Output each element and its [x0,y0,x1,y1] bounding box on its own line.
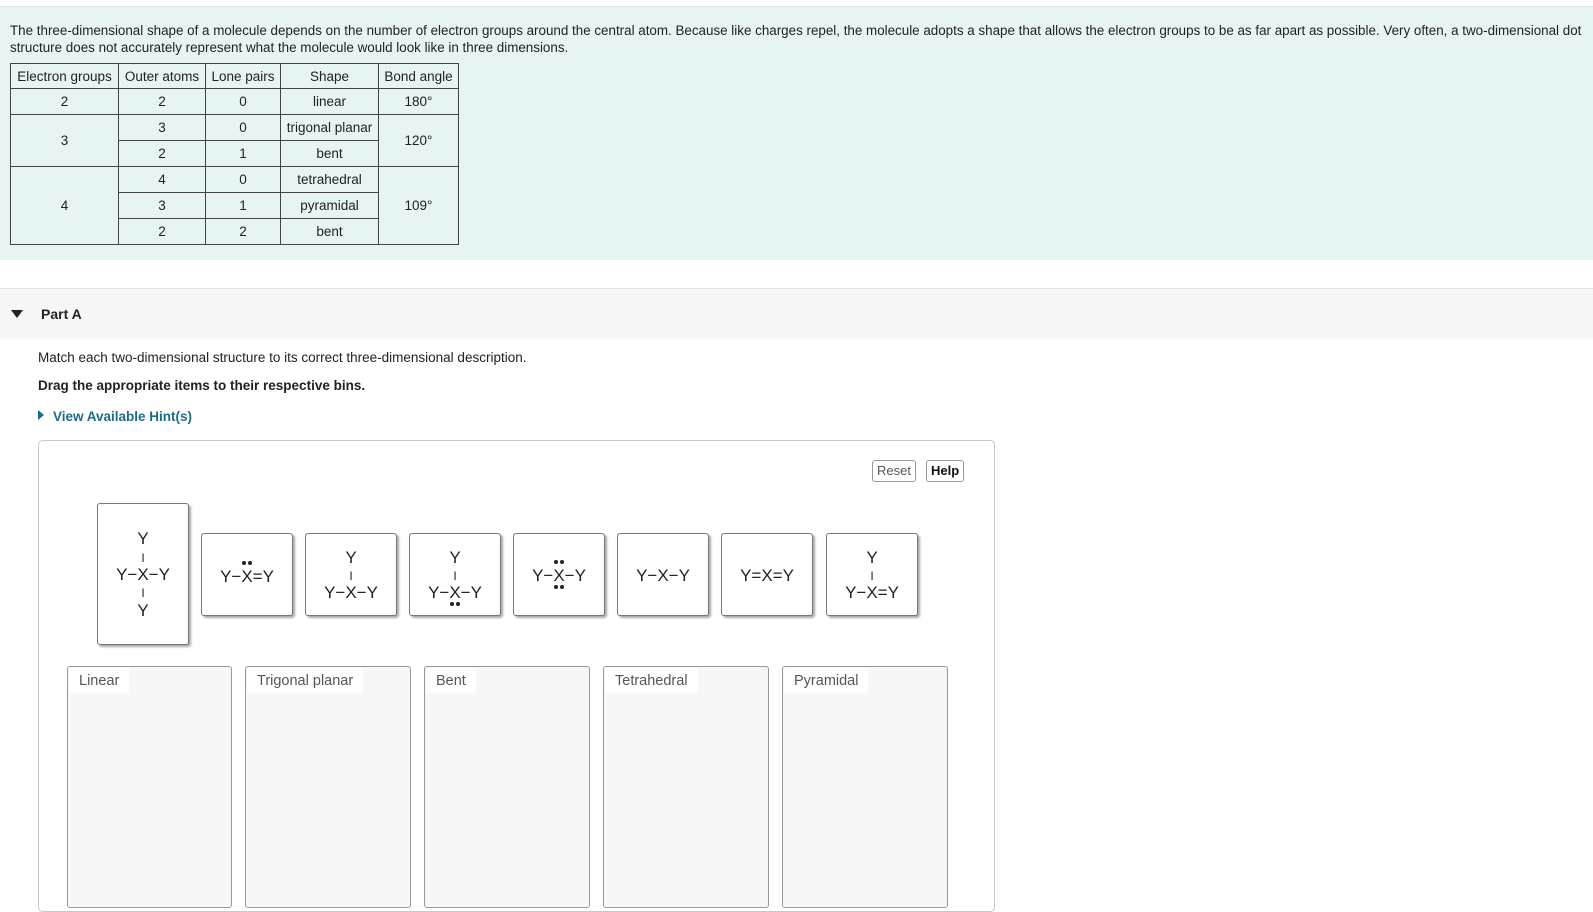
bond-mark: I [870,569,874,583]
lone-pair-dot [248,561,252,565]
table-cell: 1 [206,193,281,219]
structure-7-diagram [722,534,812,615]
structure-tile-4[interactable] [409,533,501,616]
lone-pair-dot [560,560,564,564]
column-header: Bond angle [379,64,459,89]
bin-bent[interactable] [424,666,590,908]
table-cell: 3 [119,115,206,141]
table-cell: 2 [119,219,206,245]
atom-label: Y [449,548,461,567]
table-cell: trigonal planar [281,115,379,141]
lone-pair-dot [554,585,558,589]
table-cell: 2 [206,219,281,245]
bin-label: Linear [69,668,129,693]
table-cell: 0 [206,89,281,115]
lone-pair-dot [450,602,454,606]
bin-tetrahedral[interactable] [603,666,769,908]
formula-text: Y−X−Y [532,566,586,585]
structure-tile-6[interactable] [617,533,709,616]
formula-text: Y−X−Y [324,583,378,602]
lone-pair-dot [242,561,246,565]
formula-text: Y−X=Y [220,567,274,586]
formula-text: Y−X−Y [116,565,170,584]
table-row [11,89,459,115]
view-hints-link[interactable] [38,409,192,424]
table-cell: linear [281,89,379,115]
structure-tile-5[interactable] [513,533,605,616]
column-header: Lone pairs [206,64,281,89]
lone-pair-dot [456,602,460,606]
table-cell: 3 [119,193,206,219]
bin-label: Bent [426,668,476,693]
atom-label: Y [137,601,149,620]
table-cell: 2 [119,141,206,167]
bond-mark: I [349,569,353,583]
table-cell: 2 [119,89,206,115]
formula-text: Y=X=Y [740,566,794,585]
table-cell: 0 [206,167,281,193]
structure-1-diagram [98,504,188,644]
structure-8-diagram [827,534,917,615]
bond-mark: I [141,551,145,565]
drag-drop-area [38,440,995,912]
hint-link-label: View Available Hint(s) [53,409,193,424]
structure-6-diagram [618,534,708,615]
structure-4-diagram [410,534,500,615]
structure-tile-3[interactable] [305,533,397,616]
table-cell: tetrahedral [281,167,379,193]
column-header: Electron groups [11,64,119,89]
part-title: Part A [41,306,82,322]
table-cell: 2 [11,89,119,115]
table-cell: 109° [379,167,459,245]
structure-tile-2[interactable] [201,533,293,616]
bond-mark: I [141,586,145,600]
structure-tile-7[interactable] [721,533,813,616]
expand-triangle-icon [38,410,44,420]
structure-2-diagram [202,534,292,615]
table-cell: 0 [206,115,281,141]
bin-label: Tetrahedral [605,668,698,693]
table-header-row [11,64,459,89]
table-cell: 180° [379,89,459,115]
structure-3-diagram [306,534,396,615]
bin-label: Pyramidal [784,668,868,693]
vsepr-table [10,63,459,245]
table-cell: bent [281,141,379,167]
part-a-header[interactable] [0,288,1593,339]
structure-5-diagram [514,534,604,615]
table-cell: 3 [11,115,119,167]
table-cell: pyramidal [281,193,379,219]
lone-pair-dot [560,585,564,589]
bin-linear[interactable] [67,666,232,908]
table-cell: bent [281,219,379,245]
structure-tile-1[interactable] [97,503,189,645]
drag-instruction: Drag the appropriate items to their respective bins. [38,378,366,393]
column-header: Shape [281,64,379,89]
atom-label: Y [137,529,149,548]
table-row [11,115,459,141]
table-row [11,167,459,193]
formula-text: Y−X−Y [636,566,690,585]
atom-label: Y [866,548,878,567]
table-cell: 1 [206,141,281,167]
intro-panel [0,6,1593,260]
bond-mark: I [453,569,457,583]
formula-text: Y−X=Y [845,583,899,602]
help-button[interactable]: Help [926,460,964,482]
intro-paragraph: The three-dimensional shape of a molecule depends on the number of electron groups around the central atom. Because like charges repel, the molecule adopts a shape that allows the electron groups to be as far apart as possible. Very often, a two-dimensional dot structure does not accurately represent what the molecule would look like in three dimensions. [10,23,1582,55]
atom-label: Y [345,548,357,567]
reset-button[interactable]: Reset [872,460,916,482]
bin-pyramidal[interactable] [782,666,948,908]
lone-pair-dot [554,560,558,564]
structure-tile-8[interactable] [826,533,918,616]
collapse-triangle-icon[interactable] [11,310,23,318]
bin-trigonal-planar[interactable] [245,666,411,908]
column-header: Outer atoms [119,64,206,89]
table-cell: 4 [119,167,206,193]
bin-label: Trigonal planar [247,668,363,693]
question-instruction: Match each two-dimensional structure to its correct three-dimensional description. [38,350,527,365]
table-cell: 120° [379,115,459,167]
formula-text: Y−X−Y [428,583,482,602]
table-cell: 4 [11,167,119,245]
